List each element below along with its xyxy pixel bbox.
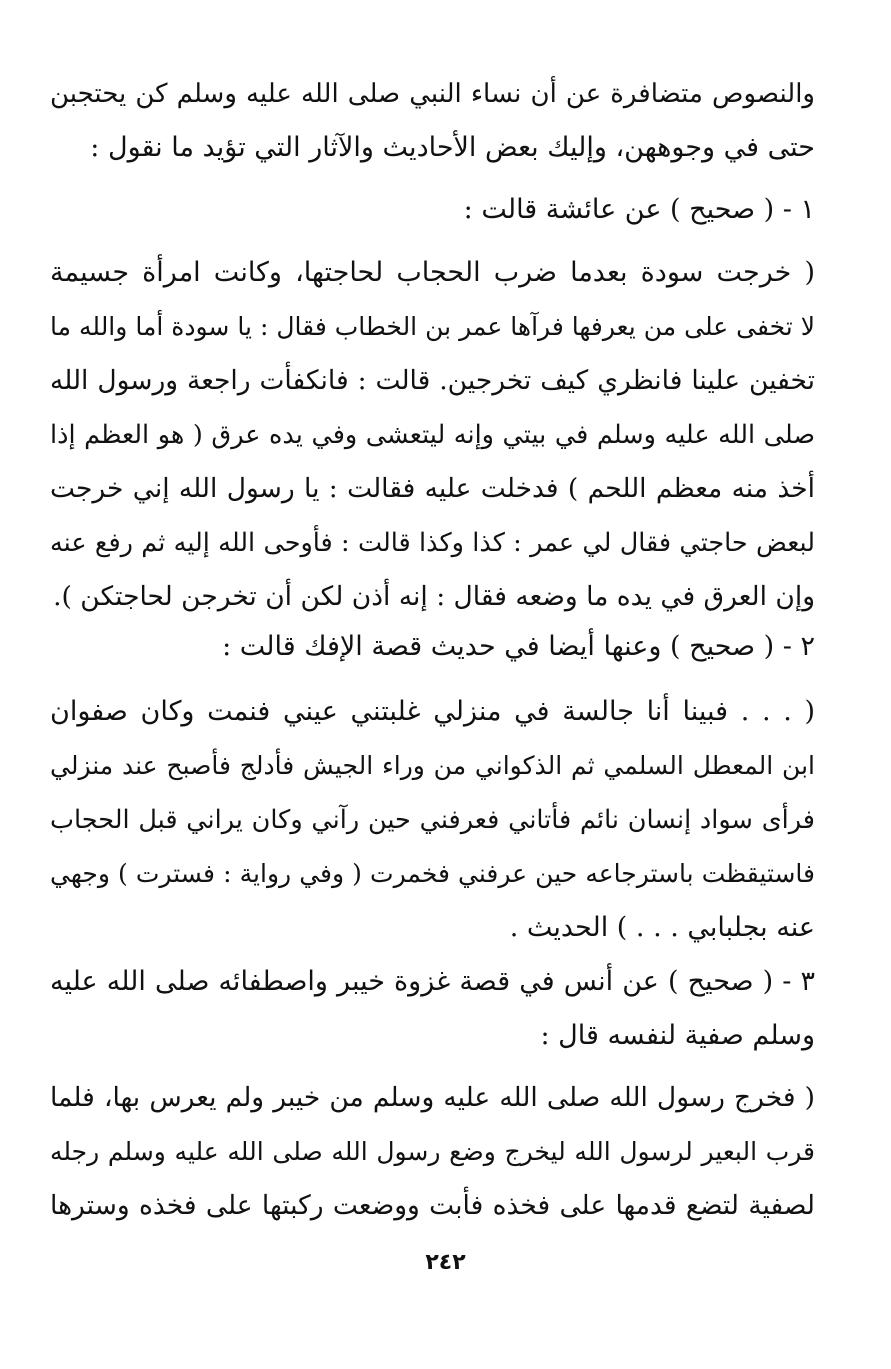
text-line: حتى في وجوههن، وإليك بعض الأحاديث والآثار التي تؤيد ما نقول : xyxy=(90,132,815,163)
hadith-3-text xyxy=(50,1071,815,1233)
hadith-2-heading xyxy=(50,620,815,674)
text-line: وسلم صفية لنفسه قال : xyxy=(540,1020,815,1051)
text-line: وإن العرق في يده ما وضعه فقال : إنه أذن لكن أن تخرجن لحاجتكن ). xyxy=(53,581,815,612)
text-line: ( . . . فبينا أنا جالسة في منزلي غلبتني عيني فنمت وكان صفوان xyxy=(50,696,815,727)
text-line: لا تخفى على من يعرفها فرآها عمر بن الخطاب فقال : يا سودة أما والله ما xyxy=(50,312,815,341)
hadith-2-text xyxy=(50,685,815,955)
text-line: عنه بجلبابي . . . ) الحديث . xyxy=(509,912,815,943)
text-line: ١ - ( صحيح ) عن عائشة قالت : xyxy=(463,194,815,225)
text-line: فرأى سواد إنسان نائم فأتاني فعرفني حين رآني وكان يراني قبل الحجاب xyxy=(50,805,815,835)
text-line: فاستيقظت باسترجاعه حين عرفني فخمرت ( وفي رواية : فسترت ) وجهي xyxy=(50,859,815,888)
text-line: صلى الله عليه وسلم في بيتي وإنه ليتعشى وفي يده عرق ( هو العظم إذا xyxy=(50,420,815,450)
intro-paragraph xyxy=(50,67,815,175)
text-line: تخفين علينا فانظري كيف تخرجين. قالت : فانكفأت راجعة ورسول الله xyxy=(50,365,815,396)
text-line: ( خرجت سودة بعدما ضرب الحجاب لحاجتها، وكانت امرأة جسيمة xyxy=(50,257,815,288)
text-line: قرب البعير لرسول الله ليخرج وضع رسول الله صلى الله عليه وسلم رجله xyxy=(50,1137,815,1166)
text-line: ٣ - ( صحيح ) عن أنس في قصة غزوة خيبر واصطفائه صلى الله عليه xyxy=(50,966,815,997)
text-line: ابن المعطل السلمي ثم الذكواني من وراء الجيش فأدلج فأصبح عند منزلي xyxy=(50,751,815,780)
hadith-1-text xyxy=(50,246,815,624)
text-line: لصفية لتضع قدمها على فخذه فأبت ووضعت ركبتها على فخذه وسترها xyxy=(50,1190,815,1221)
text-line: لبعض حاجتي فقال لي عمر : كذا وكذا قالت : فأوحى الله إليه ثم رفع عنه xyxy=(50,528,815,558)
text-line: أخذ منه معظم اللحم ) فدخلت عليه فقالت : يا رسول الله إني خرجت xyxy=(50,473,815,504)
text-line: والنصوص متضافرة عن أن نساء النبي صلى الله عليه وسلم كن يحتجبن xyxy=(50,79,815,109)
page-number: ٢٤٢ xyxy=(425,1250,466,1275)
hadith-3-heading xyxy=(50,955,815,1063)
text-line: ( فخرج رسول الله صلى الله عليه وسلم من خيبر ولم يعرس بها، فلما xyxy=(50,1082,815,1113)
hadith-1-heading xyxy=(50,183,815,237)
text-line: ٢ - ( صحيح ) وعنها أيضا في حديث قصة الإفك قالت : xyxy=(222,631,815,662)
